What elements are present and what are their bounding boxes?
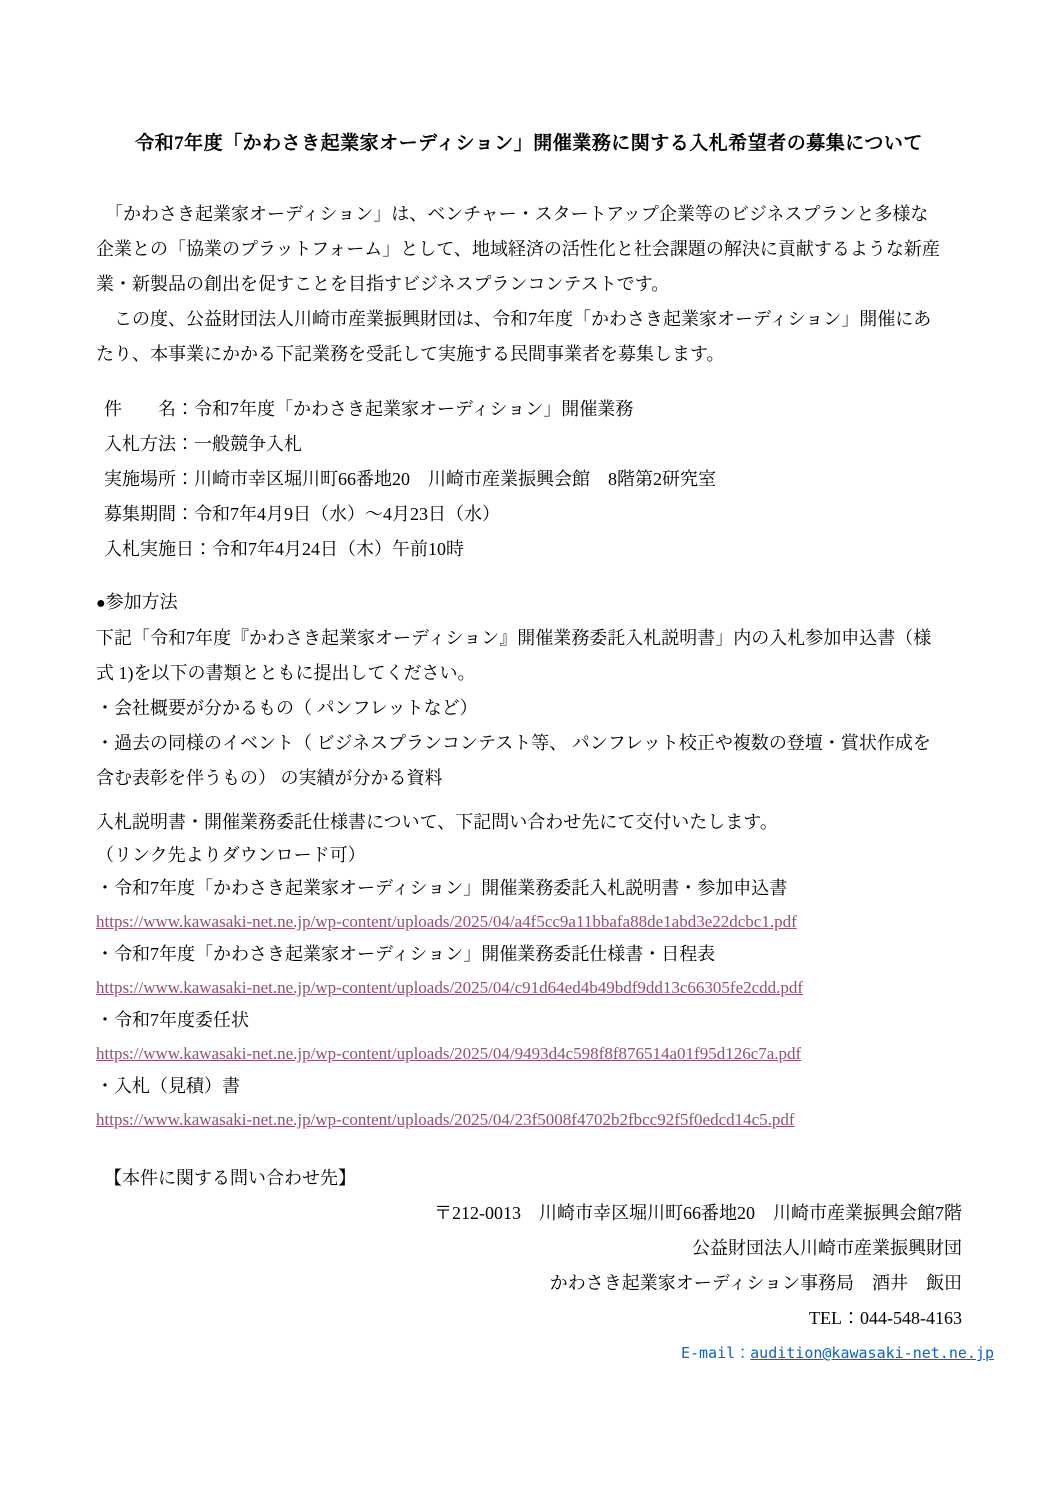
contact-organization: 公益財団法人川崎市産業振興財団: [692, 1238, 962, 1258]
document-item-label: ・令和7年度「かわさき起業家オーディション」開催業務委託仕様書・日程表: [96, 944, 716, 964]
paragraph-line: 企業との「協業のプラットフォーム」として、地域経済の活性化と社会課題の解決に貢献するような新産: [96, 239, 940, 259]
participation-line: 含む表彰を伴うもの） の実績が分かる資料: [96, 768, 443, 788]
document-item-label: ・令和7年度委任状: [96, 1010, 249, 1030]
document-item-label: ・入札（見積）書: [96, 1076, 240, 1096]
participation-line: ・会社概要が分かるもの（ パンフレットなど）: [96, 698, 478, 718]
document-link-bid-manual[interactable]: https://www.kawasaki-net.ne.jp/wp-content/uploads/2025/04/a4f5cc9a11bbafa88de1abd3e22dcbc1.pdf: [96, 912, 797, 931]
detail-subject: 件 名：令和7年度「かわさき起業家オーディション」開催業務: [104, 399, 634, 419]
document-item-label: ・令和7年度「かわさき起業家オーディション」開催業務委託入札説明書・参加申込書: [96, 878, 788, 898]
intro-paragraph-1: [96, 197, 962, 302]
participation-line: 下記「令和7年度『かわさき起業家オーディション』開催業務委託入札説明書」内の入札参加申込書（様: [96, 628, 932, 648]
email-link[interactable]: audition@kawasaki-net.ne.jp: [750, 1344, 994, 1362]
document-link-proxy-form[interactable]: https://www.kawasaki-net.ne.jp/wp-content/uploads/2025/04/9493d4c598f8f876514a01f95d126c7a.pdf: [96, 1044, 802, 1063]
email-label: E‐mail：: [680, 1344, 751, 1362]
contact-office: かわさき起業家オーディション事務局 酒井 飯田: [549, 1273, 962, 1293]
participation-heading-label: 参加方法: [105, 592, 178, 612]
document-link-specifications[interactable]: https://www.kawasaki-net.ne.jp/wp-content/uploads/2025/04/c91d64ed4b49bdf9dd13c66305fe2cdd.pdf: [96, 978, 804, 997]
page-title: 令和7年度「かわさき起業家オーディション」開催業務に関する入札希望者の募集について: [135, 133, 923, 154]
documents-download-note: （リンク先よりダウンロード可）: [96, 845, 366, 865]
detail-bid-method: 入札方法：一般競争入札: [104, 434, 302, 454]
contact-heading: 【本件に関する問い合わせ先】: [104, 1168, 356, 1188]
document-item-url-row: [96, 1103, 962, 1136]
participation-line: ・過去の同様のイベント（ ビジネスプランコンテスト等、 パンフレット校正や複数の登壇・賞状作成を: [96, 733, 931, 753]
contact-block: [96, 1196, 994, 1371]
participation-heading: [96, 585, 962, 621]
bid-details-list: [96, 392, 962, 567]
documents-section: [96, 806, 962, 1136]
paragraph-line: たり、本事業にかかる下記業務を受託して実施する民間事業者を募集します。: [96, 344, 725, 364]
participation-section: [96, 585, 962, 796]
documents-intro-line: 入札説明書・開催業務委託仕様書について、下記問い合わせ先にて交付いたします。: [96, 812, 778, 832]
intro-paragraph-2: [96, 302, 962, 372]
document-link-bid-form[interactable]: https://www.kawasaki-net.ne.jp/wp-content/uploads/2025/04/23f5008f4702b2fbcc92f5f0edcd14c5.pdf: [96, 1110, 795, 1129]
paragraph-line: 「かわさき起業家オーディション」は、ベンチャー・スタートアップ企業等のビジネスプランと多様な: [96, 204, 929, 224]
section-bullet-icon: ●: [96, 595, 106, 612]
detail-recruitment-period: 募集期間：令和7年4月9日（水）～4月23日（水）: [104, 504, 500, 524]
participation-line: 式 1)を以下の書類とともに提出してください。: [96, 663, 476, 683]
paragraph-line: この度、公益財団法人川崎市産業振興財団は、令和7年度「かわさき起業家オーディション」開催にあ: [96, 309, 932, 329]
detail-place: 実施場所：川崎市幸区堀川町66番地20 川崎市産業振興会館 8階第2研究室: [104, 469, 716, 489]
detail-bid-date: 入札実施日：令和7年4月24日（木）午前10時: [104, 539, 464, 559]
paragraph-line: 業・新製品の創出を促すことを目指すビジネスプランコンテストです。: [96, 274, 670, 294]
contact-tel: TEL：044-548-4163: [809, 1308, 962, 1328]
contact-address: 〒212-0013 川崎市幸区堀川町66番地20 川崎市産業振興会館7階: [434, 1203, 962, 1223]
document-item-url-row: [96, 1037, 962, 1070]
document-item-url-row: [96, 905, 962, 938]
contact-email-row: [96, 1336, 994, 1371]
document-item-url-row: [96, 971, 962, 1004]
